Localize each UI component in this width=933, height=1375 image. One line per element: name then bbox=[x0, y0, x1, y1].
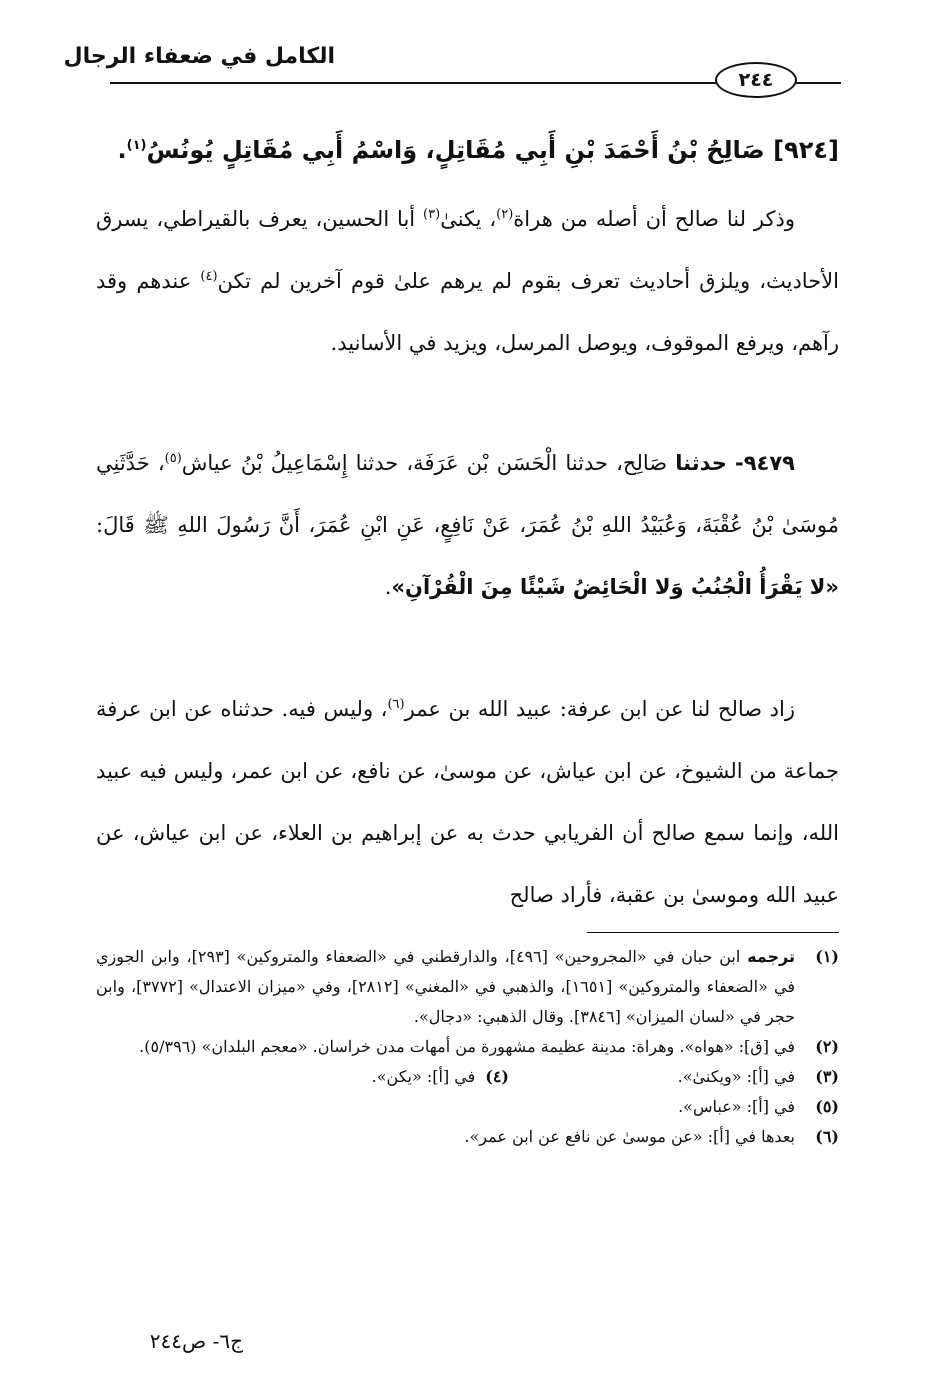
footnote-mark-6: (٦) bbox=[387, 697, 405, 712]
footnote-mark-1: (١) bbox=[126, 138, 147, 153]
footnote-2 bbox=[96, 1032, 839, 1062]
para3-text-1: زاد صالح لنا عن ابن عرفة: عبيد الله بن عمر bbox=[404, 697, 795, 721]
entry-heading bbox=[90, 126, 839, 174]
paragraph-description bbox=[96, 188, 839, 374]
footer-volume-page: ج٦- ص٢٤٤ bbox=[149, 1329, 243, 1353]
hadith-text-1: صَالِح، حدثنا الْحَسَن بْن عَرَفَة، حدثنا إِسْمَاعِيلُ بْنُ عياش bbox=[181, 451, 676, 475]
footnote-mark-2: (٢) bbox=[496, 207, 514, 222]
para1-text-1: وذكر لنا صالح أن أصله من هراة bbox=[513, 207, 795, 231]
entry-end-dot: . bbox=[117, 136, 127, 164]
footnotes bbox=[96, 942, 839, 1152]
para3-text-2: ، وليس فيه. حدثناه عن ابن عرفة جماعة من الشيوخ، عن ابن عياش، عن موسىٰ، عن نافع، عن ابن عمر، وليس فيه عبيد الله، وإنما سمع صالح أن الفريابي حدث به عن إبراهيم بن العلاء، عن ابن عياش، عن عبيد الله وموسىٰ بن عقبة، فأراد صالح bbox=[96, 697, 839, 907]
hadith-text-2: ، حَدَّثَنِي مُوسَىٰ بْنُ عُقْبَةَ، وَعُبَيْدُ اللهِ بْنُ عُمَرَ، عَنْ نَافِعٍ، عَنِ ابْنِ عُمَرَ، أَنَّ رَسُولَ اللهِ ﷺ قَالَ: bbox=[96, 451, 839, 537]
footnote-mark-4: (٤) bbox=[200, 269, 218, 284]
paragraph-hadith bbox=[96, 432, 839, 618]
para1-text-3: أبا الحسين، يعرف بالقيراطي، يسرق الأحاديث، ويلزق أحاديث تعرف بقوم لم يرهم علىٰ قوم آخرين لم تكن bbox=[96, 207, 839, 293]
footnote-2-number: (٢) bbox=[815, 1037, 839, 1056]
footnote-1-number: (١) bbox=[815, 947, 839, 966]
footnote-4 bbox=[372, 1062, 509, 1092]
footnote-2-text: في [ق]: «هواه». وهراة: مدينة عظيمة مشهورة من أمهات مدن خراسان. «معجم البلدان» (٥/٣٩٦). bbox=[139, 1037, 795, 1056]
footnote-6-text: بعدها في [أ]: «عن موسىٰ عن نافع عن ابن عمر». bbox=[464, 1127, 795, 1146]
para1-text-4: عندهم وقد رآهم، ويرفع الموقوف، ويوصل المرسل، ويزيد في الأسانيد. bbox=[96, 269, 839, 355]
hadith-quote: «لا يَقْرَأُ الْجُنُبُ وَلا الْحَائِضُ شَيْئًا مِنَ الْقُرْآنِ» bbox=[391, 575, 839, 599]
footnote-mark-5: (٥) bbox=[164, 451, 182, 466]
footnote-1-lead: ترجمه bbox=[747, 947, 796, 966]
para1-text-2: ، يكنىٰ bbox=[440, 207, 497, 231]
entry-number: [٩٢٤] bbox=[773, 136, 839, 164]
paragraph-commentary bbox=[96, 678, 839, 926]
footnote-3-number: (٣) bbox=[815, 1067, 839, 1086]
footnote-6-number: (٦) bbox=[815, 1127, 839, 1146]
hadith-haddathana: حدثنا bbox=[675, 451, 727, 475]
footnote-1 bbox=[96, 942, 839, 1032]
running-header-title: الكامل في ضعفاء الرجال bbox=[63, 44, 335, 69]
page-number-oval: ٢٤٤ bbox=[715, 62, 797, 98]
footnote-6 bbox=[96, 1122, 839, 1152]
footnote-3-text: في [أ]: «ويكنىٰ». bbox=[677, 1067, 795, 1086]
footnote-row-3-4 bbox=[96, 1062, 839, 1092]
entry-name: صَالِحُ بْنُ أَحْمَدَ بْنِ أَبِي مُقَاتِلٍ، وَاسْمُ أَبِي مُقَاتِلٍ يُونُسُ bbox=[146, 136, 765, 164]
footnote-separator bbox=[587, 932, 839, 933]
hadith-number: ٩٤٧٩- bbox=[735, 451, 795, 475]
footnote-4-number: (٤) bbox=[485, 1067, 509, 1086]
hadith-end-dot: . bbox=[384, 575, 392, 599]
footnote-1-text: ابن حبان في «المجروحين» [٤٩٦]، والدارقطني في «الضعفاء والمتروكين» [٢٩٣]، وابن الجوزي في «الضعفاء والمتروكين» [١٦٥١]، والذهبي في «المغني» [٢٨١٢]، وفي «ميزان الاعتدال» [٣٧٧٢]، وابن حجر في «لسان الميزان» [٣٨٤٦]. وقال الذهبي: «دجال». bbox=[96, 947, 796, 1026]
footnote-5 bbox=[96, 1092, 839, 1122]
footnote-5-number: (٥) bbox=[815, 1097, 839, 1116]
footnote-mark-3: (٣) bbox=[423, 207, 441, 222]
footnote-5-text: في [أ]: «عباس». bbox=[678, 1097, 795, 1116]
footnote-4-text: في [أ]: «يكن». bbox=[371, 1067, 476, 1086]
